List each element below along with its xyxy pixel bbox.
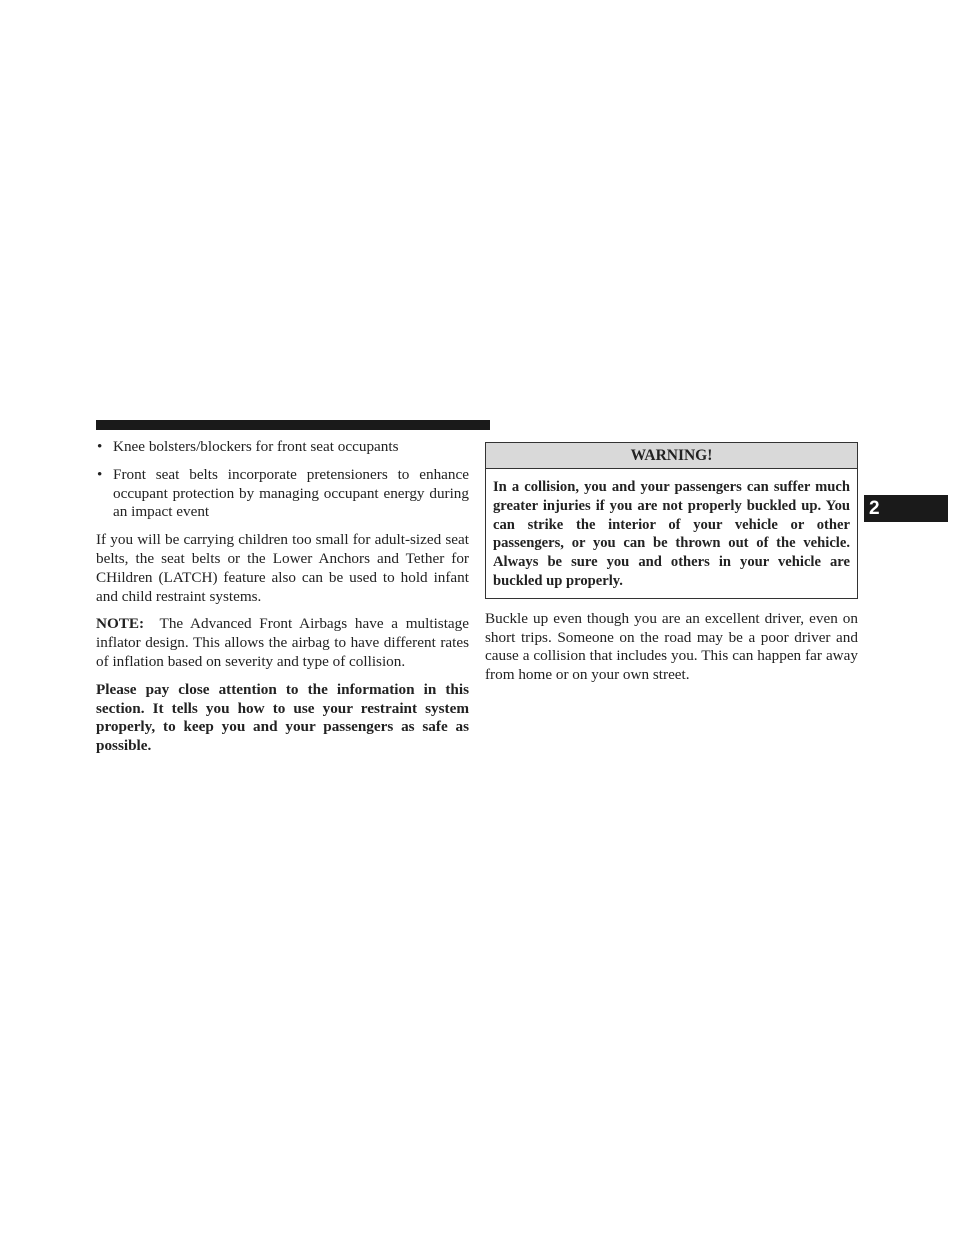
list-item-text: Front seat belts incorporate pretensioners to enhance occupant protection by managing occupant energy during an impact event bbox=[113, 465, 469, 521]
children-paragraph: If you will be carrying children too small for adult-sized seat belts, the seat belts or the Lower Anchors and Tether for CHildren (LATCH) feature also can be used to hold infant and child restraint systems. bbox=[96, 531, 469, 605]
section-top-rule bbox=[96, 420, 490, 430]
warning-box bbox=[485, 442, 858, 599]
note-text: The Advanced Front Airbags have a multistage inflator design. This allows the airbag to have different rates of inflation based on severity and type of collision. bbox=[96, 615, 470, 670]
buckle-up-paragraph: Buckle up even though you are an excellent driver, even on short trips. Someone on the road may be a poor driver and cause a collision that includes you. This can happen far away from home or on your own street. bbox=[485, 609, 858, 684]
chapter-tab: 2 bbox=[864, 495, 948, 522]
warning-title: WARNING! bbox=[486, 443, 857, 469]
left-column bbox=[96, 438, 469, 765]
feature-list bbox=[96, 438, 469, 522]
note-label: NOTE: bbox=[96, 615, 145, 633]
note-paragraph bbox=[96, 615, 469, 671]
list-item bbox=[96, 466, 469, 522]
bullet-glyph: • bbox=[97, 438, 103, 455]
bullet-glyph: • bbox=[97, 465, 103, 483]
list-item-text: Knee bolsters/blockers for front seat occupants bbox=[113, 438, 399, 455]
right-column bbox=[485, 442, 858, 694]
list-item bbox=[96, 438, 469, 457]
warning-text: In a collision, you and your passengers can suffer much greater injuries if you are not properly buckled up. You can strike the interior of your vehicle or other passengers, or you can be thrown out of the vehicle. Always be sure you and others in your vehicle are buckled up properly. bbox=[493, 479, 850, 589]
attention-paragraph: Please pay close attention to the information in this section. It tells you how to use your restraint system properly, to keep you and your passengers as safe as possible. bbox=[96, 680, 469, 755]
